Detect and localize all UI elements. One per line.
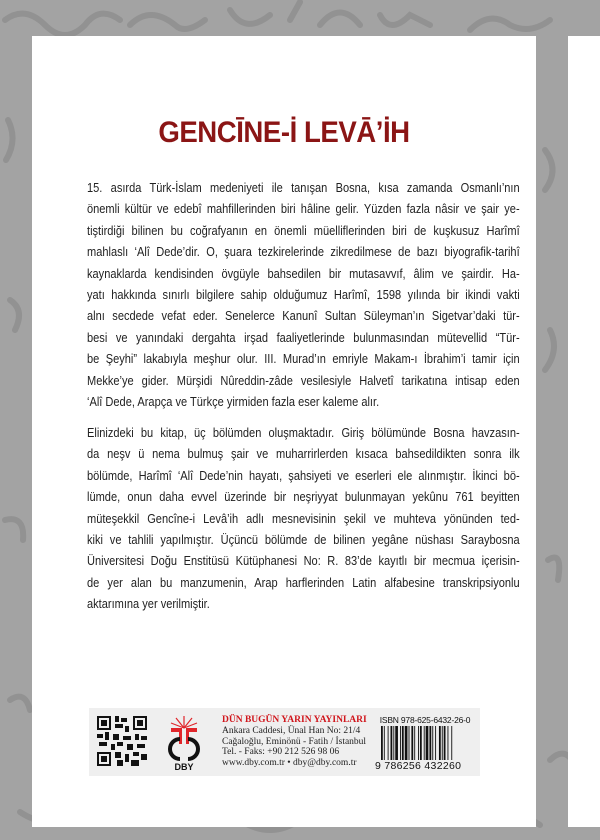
- barcode-bar: [424, 726, 425, 762]
- publisher-info: [222, 715, 367, 769]
- publisher-web: www.dby.com.tr • dby@dby.com.tr: [222, 758, 357, 769]
- barcode-bar: [393, 726, 394, 762]
- text-line: Elinizdeki bu kitap, üç bölümden oluşmaktadır. Giriş bölümünde Bosna havzasın-: [87, 425, 520, 440]
- barcode-bar: [391, 726, 393, 762]
- book-title: GENCĪNE-İ LEVĀ’İH: [158, 116, 410, 149]
- logo-text: DBY: [174, 762, 194, 772]
- publisher-name: DÜN BUGÜN YARIN YAYINLARI: [222, 715, 367, 725]
- text-line: alnı secdede vefat eder. Senelerce Kanunî Sultan Süleyman’ın Sigetvar’daki tür-: [87, 308, 520, 324]
- text-line: besi ve yanındaki dergahta irşad faaliyetlerinde bulunmasından mütevellid “Tür-: [87, 329, 520, 345]
- text-line: yatı hakkında sınırlı bilgilere sahip olduğumuz Harîmî, 1598 yılında bir ikindi vakti: [87, 286, 520, 302]
- qr-code-icon: [97, 716, 147, 766]
- barcode-bar: [405, 726, 408, 762]
- adjacent-page: [568, 36, 600, 827]
- barcode-bar: [420, 726, 422, 762]
- barcode-bar: [400, 726, 401, 762]
- barcode-bar: [444, 726, 446, 762]
- publisher-address-line2: Cağaloğlu, Eminönü - Fatih / İstanbul: [222, 736, 367, 747]
- publisher-phone: Tel. - Faks: +90 212 526 98 06: [222, 747, 340, 758]
- barcode-bar: [381, 726, 383, 762]
- publisher-footer: [89, 708, 480, 776]
- text-line: mahlaslı ‘Alî Dede’dir. O, şuara tezkirelerinde zikredilmese de bazı biyografik-tarihî: [87, 244, 520, 260]
- barcode-bar: [409, 726, 410, 762]
- isbn-label: ISBN 978-625-6432-26-0: [379, 715, 471, 725]
- barcode-bar: [411, 726, 413, 762]
- barcode-bar: [388, 726, 389, 762]
- barcode-bar: [429, 726, 431, 762]
- barcode-bar: [448, 726, 449, 762]
- text-line: de yer alan bu manzumenin, Arap harflerinden Latin alfabesine transkripsiyonlu: [87, 574, 520, 590]
- barcode-bar: [418, 726, 419, 762]
- text-line: be Şeyhi” lakabıyla meşhur olur. III. Murad’ın emriyle Makam-ı İbrahim’i tamir için: [87, 351, 520, 367]
- text-line: 15. asırda Türk-İslam medeniyeti ile tanışan Bosna, kısa zamanda Osmanlı’nın: [87, 180, 520, 195]
- text-line: aktarımına yer verilmiştir.: [87, 596, 210, 612]
- barcode-bar: [442, 726, 443, 762]
- synopsis-paragraph-1: [87, 177, 520, 412]
- text-line: önemli kültür ve edebî mahfillerinden biri hâline gelir. Yüzden fazla nâsir ve şair ye-: [87, 201, 520, 217]
- text-line: kiki ve tahlili yapılmıştır. Üçüncü bölümde de bilinen yegâne nüshası Saraybosna: [87, 531, 520, 547]
- barcode-number: 9 786256 432260: [375, 760, 462, 772]
- text-line: da neşv ü nema bulmuş şair ve muharrirlerden kısaca bahsedildikten sonra ilk: [87, 446, 520, 462]
- barcode-bar: [384, 726, 385, 762]
- publisher-logo: [167, 714, 201, 772]
- text-line: bölümde, Harîmî ‘Alî Dede’nin hayatı, şahsiyeti ve eserleri ele alınmıştır. İkinci bö-: [87, 467, 520, 483]
- text-line: tiştirdiği bilinen bu coğrafyanın en önemli müelliflerinden biri de kuşkusuz Harîmî: [87, 222, 520, 238]
- barcode-bar: [432, 726, 433, 762]
- back-cover-panel: [32, 36, 536, 827]
- barcode-bar: [414, 726, 415, 762]
- barcode-bar: [426, 726, 429, 762]
- barcode-bar: [435, 726, 436, 762]
- barcode-bar: [402, 726, 404, 762]
- barcode-icon: [381, 726, 473, 762]
- publisher-address-line1: Ankara Caddesi, Ünal Han No: 21/4: [222, 725, 361, 736]
- text-line: ‘Alî Dede, Arapça ve Türkçe yirmiden fazla eser kaleme alır.: [87, 393, 380, 409]
- text-line: Mekke’ye gider. Mürşidi Nûreddin-zâde vesilesiyle Halvetî tarikatına intisap eden: [87, 372, 520, 388]
- synopsis-paragraph-2: [87, 422, 520, 615]
- barcode-bar: [439, 726, 441, 762]
- text-line: Üniversitesi Doğu Enstitüsü Kütüphanesi No: R. 83’de kayıtlı bir mecmua içerisin-: [87, 553, 520, 569]
- barcode-bar: [451, 726, 452, 762]
- barcode-bar: [395, 726, 398, 762]
- text-line: lümde, onun daha evvel üzerinde bir neşriyyat bulunmayan yekûnu 761 beyitten: [87, 489, 520, 505]
- text-line: müteşekkil Gencîne-i Levâ’ih adlı mesnevisinin şekil ve muhteva yönünden ted-: [87, 510, 520, 526]
- text-line: kaynaklarda kendisinden övgüyle bahsedilen bir mutasavvıf, âlim ve şairdir. Ha-: [87, 265, 520, 281]
